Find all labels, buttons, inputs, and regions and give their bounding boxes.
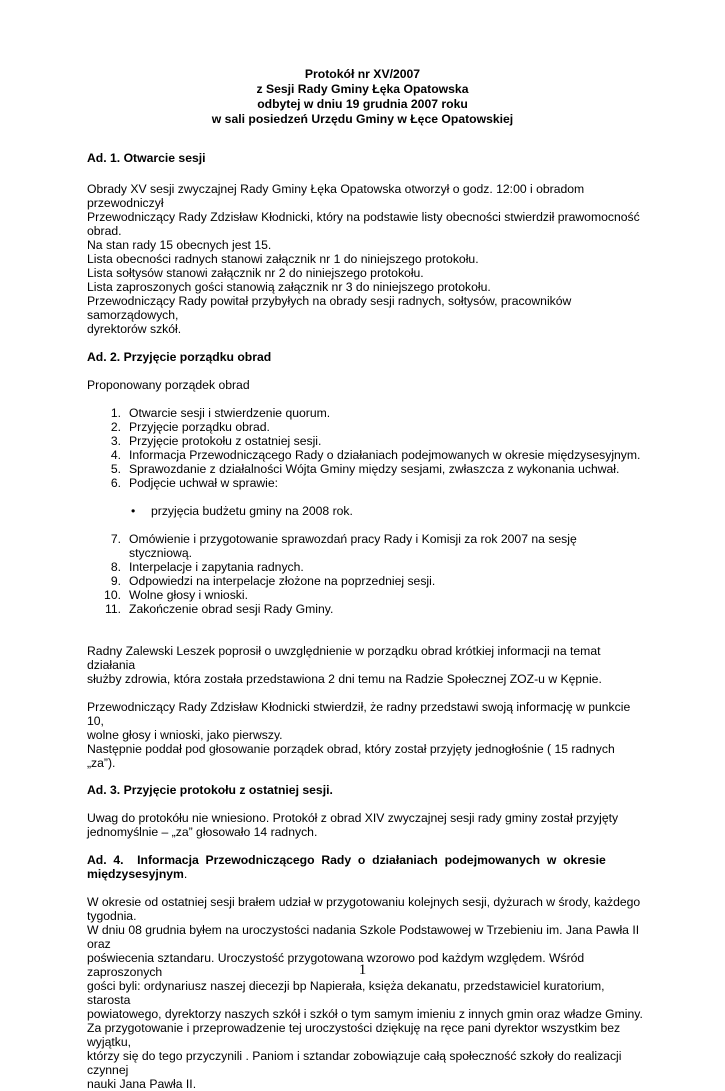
list-item (87, 420, 643, 434)
text-line: Za przygotowanie i przeprowadzenie tej uroczystości dziękuję na ręce pani dyrektor wszystkim bez wyjątku, (87, 1021, 621, 1049)
header-location: w sali posiedzeń Urzędu Gminy w Łęce Opatowskiej (211, 112, 514, 126)
text-line: Na stan rady 15 obecnych jest 15. (87, 238, 272, 252)
text-line: powiatowego, dyrektorzy naszych szkół i szkół o tym samym imieniu z innych gmin oraz władze Gminy. (87, 1007, 643, 1021)
section-heading-ad3: Ad. 3. Przyjęcie protokołu z ostatniej sesji. (87, 783, 333, 797)
list-item-text: Otwarcie sesji i stwierdzenie quorum. (129, 406, 331, 420)
list-item (87, 462, 643, 476)
agenda-intro: Proponowany porządek obrad (87, 378, 250, 392)
document-body (87, 151, 643, 1091)
list-item (87, 448, 643, 462)
list-number: 11. (104, 602, 121, 616)
list-item (87, 560, 643, 574)
text-line: poświecenia sztandaru. Uroczystość przygotowana wzorowo pod każdym względem. Wśród zaproszonych (87, 951, 585, 979)
list-number: 8. (110, 560, 121, 574)
text-line: jednomyślnie – „za” głosowało 14 radnych. (87, 825, 318, 839)
document-header (0, 67, 725, 127)
list-item (87, 434, 643, 448)
list-number: 2. (110, 420, 121, 434)
header-session: z Sesji Rady Gminy Łęka Opatowska (256, 82, 469, 96)
list-item (87, 574, 643, 588)
list-number: 7. (110, 532, 121, 546)
text-line: gości byli: ordynariusz naszej diecezji bp Napierała, księża dekanatu, przedstawiciel kuratorium, starosta (87, 979, 605, 1007)
list-number: 1. (110, 406, 121, 420)
section-heading-ad1: Ad. 1. Otwarcie sesji (87, 151, 206, 165)
text-line: Lista zaproszonych gości stanowią załącznik nr 3 do niniejszego protokołu. (87, 280, 491, 294)
list-number: 3. (110, 434, 121, 448)
header-date: odbytej w dniu 19 grudnia 2007 roku (257, 97, 468, 111)
text-line: Przewodniczący Rady powitał przybyłych na obrady sesji radnych, sołtysów, pracowników samorządowych, (87, 294, 572, 322)
text-line: nauki Jana Pawła II. (87, 1077, 197, 1091)
heading-tail: . (183, 867, 188, 881)
list-item-text: Zakończenie obrad sesji Rady Gminy. (129, 602, 334, 616)
text-line: obrad. (87, 224, 122, 238)
bullet-item-text: przyjęcia budżetu gminy na 2008 rok. (151, 504, 353, 518)
section-heading-ad2: Ad. 2. Przyjęcie porządku obrad (87, 350, 272, 364)
list-item-text: Informacja Przewodniczącego Rady o działaniach podejmowanych w okresie międzysesyjnym. (129, 448, 641, 462)
list-item-text: Omówienie i przygotowanie sprawozdań pracy Rady i Komisji za rok 2007 na sesję styczniową. (129, 532, 577, 560)
text-line: Uwag do protokółu nie wniesiono. Protokół z obrad XIV zwyczajnej sesji rady gminy został przyjęty (87, 811, 619, 825)
text-line: wolne głosy i wnioski, jako pierwszy. (87, 728, 283, 742)
ad2-paragraph-request (87, 644, 643, 686)
list-item (87, 602, 643, 616)
list-item-text: Podjęcie uchwał w sprawie: (129, 476, 279, 490)
text-line: Przewodniczący Rady Zdzisław Kłodnicki stwierdził, że radny przedstawi swoją informację w punkcie 10, (87, 700, 631, 728)
text-line: dyrektorów szkół. (87, 322, 182, 336)
list-item (87, 588, 643, 602)
bullet-item (87, 504, 643, 518)
header-title: Protokół nr XV/2007 (304, 67, 421, 81)
list-item (87, 476, 643, 490)
text-line: Lista sołtysów stanowi załącznik nr 2 do niniejszego protokołu. (87, 266, 424, 280)
bullet-icon: • (131, 504, 136, 518)
list-number: 6. (110, 476, 121, 490)
heading-line: Ad. 4. Informacja Przewodniczącego Rady o działaniach podejmowanych w okresie (87, 853, 606, 867)
list-item-text: Przyjęcie porządku obrad. (129, 420, 270, 434)
text-line: Przewodniczący Rady Zdzisław Kłodnicki, który na podstawie listy obecności stwierdził prawomocność (87, 210, 640, 224)
agenda-list (87, 406, 643, 616)
text-line: służby zdrowia, która została przedstawiona 2 dni temu na Radzie Społecznej ZOZ-u w Kępnie. (87, 672, 602, 686)
text-line: Lista obecności radnych stanowi załącznik nr 1 do niniejszego protokołu. (87, 252, 479, 266)
list-item-text: Wolne głosy i wnioski. (129, 588, 248, 602)
section-heading-ad4 (87, 853, 643, 881)
list-number: 5. (110, 462, 121, 476)
text-line: Radny Zalewski Leszek poprosił o uwzględnienie w porządku obrad krótkiej informacji na temat działania (87, 644, 601, 672)
list-item (87, 406, 643, 420)
ad3-paragraph (87, 811, 643, 839)
list-item-text: Odpowiedzi na interpelacje złożone na poprzedniej sesji. (129, 574, 436, 588)
text-line: W okresie od ostatniej sesji brałem udział w przygotowaniu kolejnych sesji, dyżurach w środy, każdego (87, 895, 641, 909)
list-number: 9. (110, 574, 121, 588)
text-line: W dniu 08 grudnia byłem na uroczystości nadania Szkole Podstawowej w Trzebieniu im. Jana Pawła II oraz (87, 923, 640, 951)
list-item-text: Interpelacje i zapytania radnych. (129, 560, 304, 574)
page-number: 1 (358, 962, 367, 978)
text-line: którzy się do tego przyczynili . Paniom i sztandar zobowiązuje całą społeczność szkoły do realizacji czynnej (87, 1049, 622, 1077)
list-item (87, 532, 643, 560)
text-line: tygodnia. (87, 909, 137, 923)
ad2-paragraph-vote (87, 700, 643, 770)
list-item-text: Sprawozdanie z działalności Wójta Gminy między sesjami, zwłaszcza z wykonania uchwał. (129, 462, 620, 476)
ad4-paragraph (87, 895, 643, 1091)
text-line: Obrady XV sesji zwyczajnej Rady Gminy Łęka Opatowska otworzył o godz. 12:00 i obradom przewodniczył (87, 182, 585, 210)
list-number: 10. (104, 588, 121, 602)
text-line: Następnie poddał pod głosowanie porządek obrad, który został przyjęty jednogłośnie ( 15 radnych „za”). (87, 742, 615, 770)
heading-line: międzysesyjnym (87, 867, 184, 881)
list-item-text: Przyjęcie protokołu z ostatniej sesji. (129, 434, 322, 448)
ad1-paragraph (87, 182, 643, 336)
list-number: 4. (110, 448, 121, 462)
